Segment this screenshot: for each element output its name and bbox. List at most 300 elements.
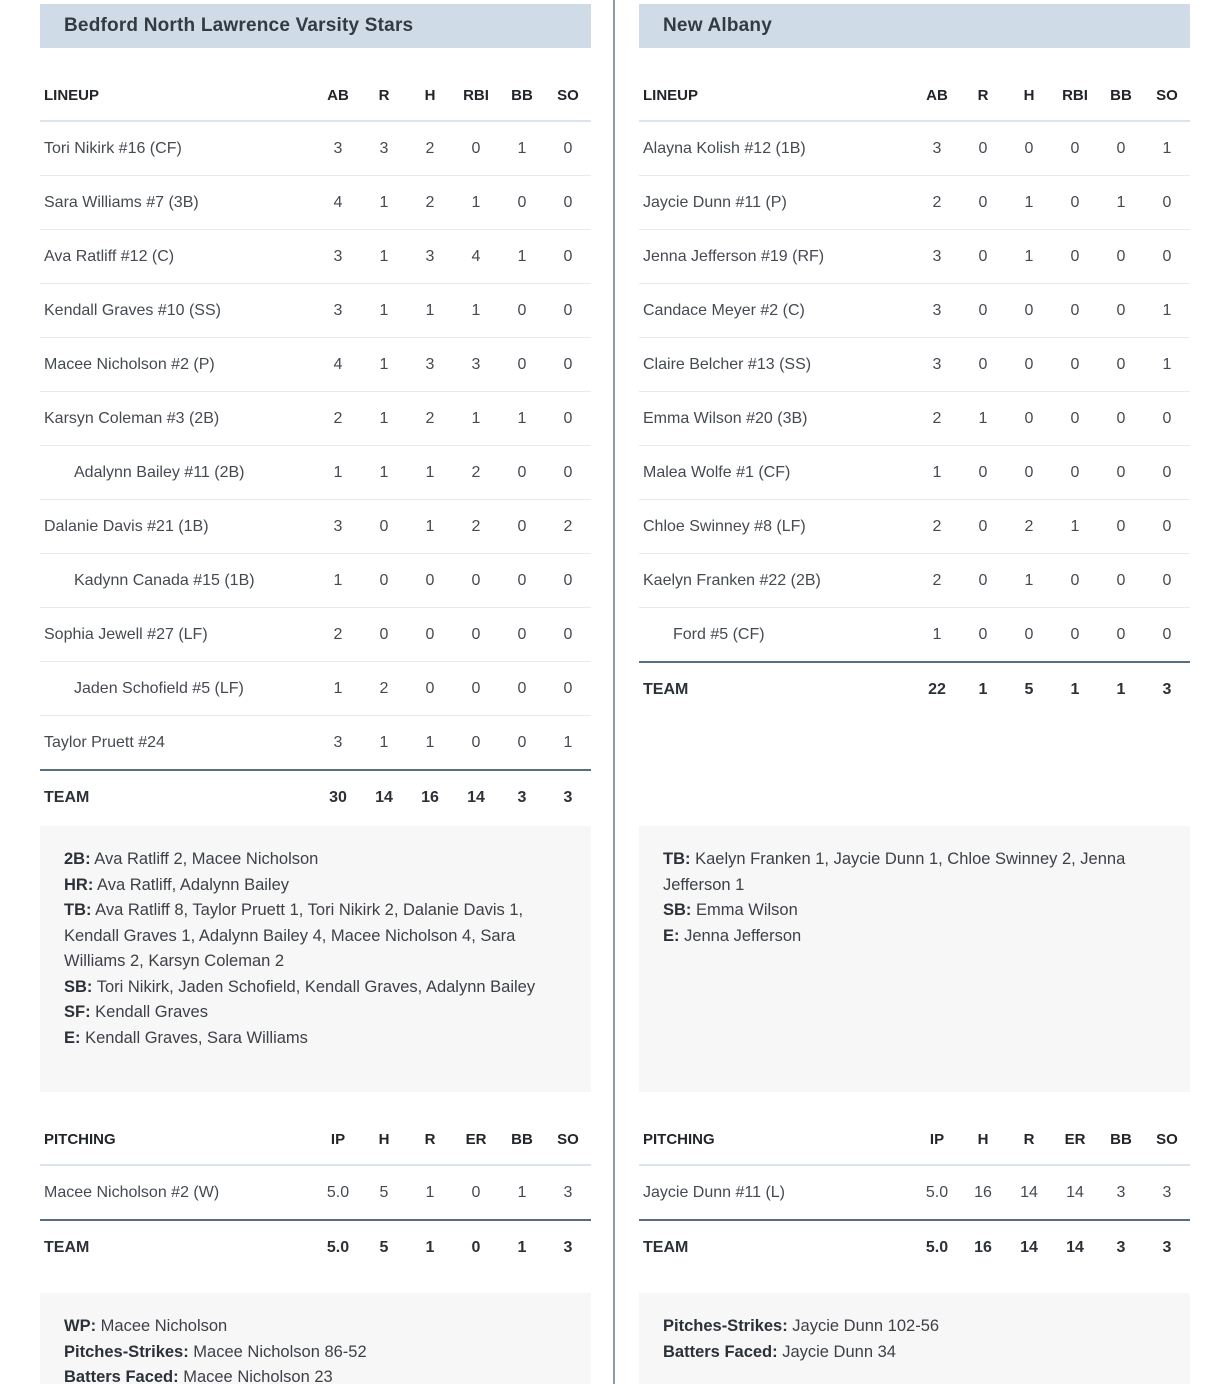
player-name: Ford #5 (CF) — [639, 608, 914, 663]
lineup-row — [40, 554, 591, 608]
column-header: H — [407, 70, 453, 121]
team-total-cell: 0 — [453, 1220, 499, 1275]
player-name: Kaelyn Franken #22 (2B) — [639, 554, 914, 608]
lineup-row — [639, 230, 1190, 284]
note-label: SF: — [64, 1003, 91, 1021]
batting-notes — [40, 826, 591, 1092]
stat-cell: 0 — [1052, 554, 1098, 608]
player-name: Taylor Pruett #24 — [40, 716, 315, 771]
pitching-body — [40, 1165, 591, 1275]
player-name: Malea Wolfe #1 (CF) — [639, 446, 914, 500]
stat-cell: 0 — [453, 121, 499, 176]
stat-cell: 1 — [499, 392, 545, 446]
column-header: R — [1006, 1114, 1052, 1165]
team-total-cell: 22 — [914, 662, 960, 717]
team-total-cell: 16 — [960, 1220, 1006, 1275]
stat-cell: 0 — [960, 121, 1006, 176]
lineup-table — [639, 70, 1190, 717]
team-total-cell: 14 — [1052, 1220, 1098, 1275]
stat-cell: 2 — [407, 392, 453, 446]
stat-cell: 3 — [315, 716, 361, 771]
stat-cell: 14 — [1052, 1165, 1098, 1220]
stat-cell: 5 — [361, 1165, 407, 1220]
lineup-body — [639, 121, 1190, 717]
stat-cell: 1 — [914, 446, 960, 500]
stat-cell: 0 — [1144, 176, 1190, 230]
stat-cell: 1 — [407, 1165, 453, 1220]
column-header: RBI — [453, 70, 499, 121]
stat-cell: 2 — [914, 392, 960, 446]
lineup-row — [639, 284, 1190, 338]
stat-cell: 0 — [1052, 446, 1098, 500]
lineup-row — [40, 446, 591, 500]
team-total-cell: 5 — [361, 1220, 407, 1275]
note-line: SB: Tori Nikirk, Jaden Schofield, Kendall Graves, Adalynn Bailey — [64, 977, 536, 996]
pitching-row — [639, 1165, 1190, 1220]
stat-cell: 2 — [315, 392, 361, 446]
team-total-cell: 30 — [315, 770, 361, 825]
stat-cell: 2 — [914, 176, 960, 230]
team-total-row — [639, 1220, 1190, 1275]
stat-cell: 1 — [499, 121, 545, 176]
stat-cell: 0 — [545, 554, 591, 608]
lineup-row — [40, 176, 591, 230]
lineup-row — [40, 662, 591, 716]
column-header: AB — [315, 70, 361, 121]
stat-cell: 3 — [315, 121, 361, 176]
stat-cell: 0 — [453, 662, 499, 716]
stat-cell: 14 — [1006, 1165, 1052, 1220]
stat-cell: 2 — [914, 554, 960, 608]
stat-cell: 0 — [1098, 554, 1144, 608]
stat-cell: 1 — [361, 446, 407, 500]
team-total-cell: 14 — [361, 770, 407, 825]
lineup-row — [639, 392, 1190, 446]
stat-cell: 0 — [361, 500, 407, 554]
player-name: Kadynn Canada #15 (1B) — [40, 554, 315, 608]
pitching-table — [639, 1114, 1190, 1275]
team-header — [40, 4, 591, 48]
team-total-cell: 1 — [1052, 662, 1098, 717]
note-label: E: — [663, 926, 680, 945]
stat-cell: 3 — [407, 338, 453, 392]
note-line: TB: Kaelyn Franken 1, Jaycie Dunn 1, Chloe Swinney 2, Jenna Jefferson 1 — [663, 850, 1126, 894]
stat-cell: 0 — [1052, 284, 1098, 338]
stat-cell: 4 — [453, 230, 499, 284]
stat-cell: 0 — [1098, 230, 1144, 284]
note-label: E: — [64, 1028, 81, 1047]
stat-cell: 5.0 — [315, 1165, 361, 1220]
stat-cell: 0 — [545, 446, 591, 500]
column-header: R — [361, 70, 407, 121]
lineup-row — [639, 338, 1190, 392]
stat-cell: 0 — [1098, 338, 1144, 392]
stat-cell: 0 — [1098, 500, 1144, 554]
column-header: SO — [1144, 70, 1190, 121]
player-name: Sara Williams #7 (3B) — [40, 176, 315, 230]
stat-cell: 3 — [914, 230, 960, 284]
stat-cell: 3 — [315, 284, 361, 338]
stat-cell: 0 — [545, 284, 591, 338]
lineup-section — [40, 48, 591, 826]
column-header: SO — [1144, 1114, 1190, 1165]
team-total-cell: 1 — [1098, 662, 1144, 717]
team-total-cell: 3 — [1144, 662, 1190, 717]
lineup-row — [40, 284, 591, 338]
stat-cell: 0 — [545, 608, 591, 662]
note-line: Batters Faced: Macee Nicholson 23 — [64, 1368, 333, 1384]
team-header — [639, 4, 1190, 48]
pitcher-name: Jaycie Dunn #11 (L) — [639, 1165, 914, 1220]
stat-cell: 0 — [1006, 338, 1052, 392]
stat-cell: 2 — [407, 121, 453, 176]
column-header: R — [407, 1114, 453, 1165]
stat-cell: 0 — [1098, 446, 1144, 500]
stat-cell: 0 — [453, 1165, 499, 1220]
stat-cell: 3 — [914, 121, 960, 176]
stat-cell: 1 — [407, 716, 453, 771]
pitching-section — [639, 1114, 1190, 1275]
team-total-cell: 5.0 — [914, 1220, 960, 1275]
stat-cell: 0 — [407, 608, 453, 662]
note-label: SB: — [64, 977, 93, 996]
column-header: H — [361, 1114, 407, 1165]
team-total-cell: 3 — [1098, 1220, 1144, 1275]
lineup-row — [639, 446, 1190, 500]
column-header: AB — [914, 70, 960, 121]
column-header: PITCHING — [639, 1114, 914, 1165]
stat-cell: 0 — [960, 500, 1006, 554]
stat-cell: 0 — [960, 284, 1006, 338]
stat-cell: 0 — [1144, 446, 1190, 500]
stat-cell: 1 — [1052, 500, 1098, 554]
lineup-row — [40, 500, 591, 554]
team-section-home — [639, 0, 1190, 1384]
stat-cell: 1 — [361, 230, 407, 284]
note-line: 2B: Ava Ratliff 2, Macee Nicholson — [64, 850, 319, 868]
stat-cell: 0 — [1006, 121, 1052, 176]
stat-cell: 0 — [1052, 176, 1098, 230]
player-name: Adalynn Bailey #11 (2B) — [40, 446, 315, 500]
stat-cell: 1 — [1144, 121, 1190, 176]
column-header: BB — [1098, 1114, 1144, 1165]
stat-cell: 1 — [407, 446, 453, 500]
lineup-row — [639, 554, 1190, 608]
player-name: Jaycie Dunn #11 (P) — [639, 176, 914, 230]
player-name: Dalanie Davis #21 (1B) — [40, 500, 315, 554]
stat-cell: 0 — [499, 176, 545, 230]
column-header: IP — [914, 1114, 960, 1165]
column-header: H — [960, 1114, 1006, 1165]
column-header: LINEUP — [40, 70, 315, 121]
player-name: Jenna Jefferson #19 (RF) — [639, 230, 914, 284]
note-label: Batters Faced: — [663, 1342, 778, 1361]
stat-cell: 3 — [914, 284, 960, 338]
note-line: HR: Ava Ratliff, Adalynn Bailey — [64, 875, 290, 894]
stat-cell: 0 — [1144, 554, 1190, 608]
note-line: E: Jenna Jefferson — [663, 926, 802, 945]
lineup-table — [40, 70, 591, 825]
pitching-notes — [639, 1293, 1190, 1384]
stat-cell: 0 — [960, 338, 1006, 392]
team-total-row — [40, 1220, 591, 1275]
lineup-row — [40, 338, 591, 392]
player-name: Candace Meyer #2 (C) — [639, 284, 914, 338]
column-divider — [613, 0, 615, 1384]
stat-cell: 0 — [499, 284, 545, 338]
stat-cell: 5.0 — [914, 1165, 960, 1220]
note-label: Batters Faced: — [64, 1368, 179, 1384]
team-total-label: TEAM — [639, 662, 914, 717]
stat-cell: 3 — [1098, 1165, 1144, 1220]
stat-cell: 1 — [1098, 176, 1144, 230]
column-header: IP — [315, 1114, 361, 1165]
stat-cell: 0 — [1144, 608, 1190, 663]
stat-cell: 2 — [453, 446, 499, 500]
team-total-cell: 16 — [407, 770, 453, 825]
pitching-head-row — [639, 1114, 1190, 1165]
stat-cell: 1 — [1006, 230, 1052, 284]
stat-cell: 0 — [499, 716, 545, 771]
stat-cell: 1 — [499, 1165, 545, 1220]
player-name: Emma Wilson #20 (3B) — [639, 392, 914, 446]
player-name: Chloe Swinney #8 (LF) — [639, 500, 914, 554]
stat-cell: 1 — [407, 284, 453, 338]
player-name: Ava Ratliff #12 (C) — [40, 230, 315, 284]
stat-cell: 3 — [453, 338, 499, 392]
stat-cell: 0 — [1006, 608, 1052, 663]
column-header: SO — [545, 1114, 591, 1165]
column-header: LINEUP — [639, 70, 914, 121]
team-total-row — [40, 770, 591, 825]
stat-cell: 0 — [1098, 392, 1144, 446]
note-label: SB: — [663, 901, 692, 919]
stat-cell: 0 — [407, 554, 453, 608]
team-name: New Albany — [663, 15, 772, 36]
stat-cell: 2 — [1006, 500, 1052, 554]
note-line: TB: Ava Ratliff 8, Taylor Pruett 1, Tori Nikirk 2, Dalanie Davis 1, Kendall Graves 1, Adalynn Bailey 4, Macee Nicholson 4, Sara Williams 2, Karsyn Coleman 2 — [64, 901, 524, 970]
note-label: HR: — [64, 875, 94, 894]
stat-cell: 0 — [1144, 230, 1190, 284]
note-label: 2B: — [64, 850, 91, 868]
pitching-section — [40, 1114, 591, 1275]
lineup-body — [40, 121, 591, 825]
stat-cell: 1 — [315, 662, 361, 716]
stat-cell: 0 — [960, 554, 1006, 608]
lineup-row — [639, 121, 1190, 176]
stat-cell: 3 — [914, 338, 960, 392]
stat-cell: 0 — [545, 392, 591, 446]
stat-cell: 0 — [1144, 500, 1190, 554]
stat-cell: 1 — [1006, 176, 1052, 230]
note-label: Pitches-Strikes: — [663, 1317, 788, 1335]
stat-cell: 3 — [545, 1165, 591, 1220]
stat-cell: 1 — [361, 716, 407, 771]
stat-cell: 3 — [1144, 1165, 1190, 1220]
note-line: SB: Emma Wilson — [663, 901, 798, 919]
stat-cell: 1 — [453, 176, 499, 230]
column-header: RBI — [1052, 70, 1098, 121]
stat-cell: 1 — [499, 230, 545, 284]
team-total-label: TEAM — [40, 770, 315, 825]
stat-cell: 1 — [1144, 284, 1190, 338]
column-header: R — [960, 70, 1006, 121]
column-header: BB — [1098, 70, 1144, 121]
note-line: Batters Faced: Jaycie Dunn 34 — [663, 1342, 896, 1361]
lineup-row — [639, 500, 1190, 554]
stat-cell: 0 — [960, 608, 1006, 663]
stat-cell: 0 — [453, 608, 499, 662]
stat-cell: 1 — [960, 392, 1006, 446]
pitching-table — [40, 1114, 591, 1275]
column-header: H — [1006, 70, 1052, 121]
stat-cell: 0 — [1006, 392, 1052, 446]
stat-cell: 3 — [315, 230, 361, 284]
note-label: WP: — [64, 1317, 97, 1335]
team-total-cell: 3 — [1144, 1220, 1190, 1275]
team-total-label: TEAM — [40, 1220, 315, 1275]
team-total-row — [639, 662, 1190, 717]
column-header: SO — [545, 70, 591, 121]
stat-cell: 0 — [453, 716, 499, 771]
stat-cell: 0 — [499, 338, 545, 392]
stat-cell: 1 — [361, 392, 407, 446]
column-header: PITCHING — [40, 1114, 315, 1165]
lineup-row — [40, 608, 591, 662]
player-name: Karsyn Coleman #3 (2B) — [40, 392, 315, 446]
lineup-head-row — [639, 70, 1190, 121]
team-total-cell: 1 — [407, 1220, 453, 1275]
stat-cell: 0 — [453, 554, 499, 608]
pitching-row — [40, 1165, 591, 1220]
lineup-section — [639, 48, 1190, 826]
player-name: Macee Nicholson #2 (P) — [40, 338, 315, 392]
team-total-cell: 5 — [1006, 662, 1052, 717]
stat-cell: 2 — [407, 176, 453, 230]
column-header: BB — [499, 70, 545, 121]
stat-cell: 2 — [361, 662, 407, 716]
stat-cell: 1 — [453, 392, 499, 446]
team-total-cell: 14 — [1006, 1220, 1052, 1275]
stat-cell: 0 — [545, 230, 591, 284]
column-header: BB — [499, 1114, 545, 1165]
team-total-cell: 3 — [545, 1220, 591, 1275]
stat-cell: 3 — [407, 230, 453, 284]
note-line: Pitches-Strikes: Jaycie Dunn 102-56 — [663, 1317, 940, 1335]
player-name: Claire Belcher #13 (SS) — [639, 338, 914, 392]
stat-cell: 0 — [1052, 230, 1098, 284]
column-header: ER — [1052, 1114, 1098, 1165]
stat-cell: 0 — [499, 608, 545, 662]
player-name: Sophia Jewell #27 (LF) — [40, 608, 315, 662]
lineup-row — [40, 392, 591, 446]
stat-cell: 2 — [453, 500, 499, 554]
stat-cell: 1 — [545, 716, 591, 771]
pitching-body — [639, 1165, 1190, 1275]
stat-cell: 0 — [1098, 608, 1144, 663]
batting-notes — [639, 826, 1190, 1092]
stat-cell: 0 — [1144, 392, 1190, 446]
team-section-away — [40, 0, 591, 1384]
stat-cell: 0 — [960, 230, 1006, 284]
stat-cell: 0 — [545, 662, 591, 716]
stat-cell: 0 — [545, 121, 591, 176]
note-line: Pitches-Strikes: Macee Nicholson 86-52 — [64, 1342, 367, 1361]
lineup-row — [40, 716, 591, 771]
stat-cell: 1 — [914, 608, 960, 663]
team-total-cell: 3 — [499, 770, 545, 825]
stat-cell: 2 — [914, 500, 960, 554]
team-total-label: TEAM — [639, 1220, 914, 1275]
team-total-cell: 1 — [960, 662, 1006, 717]
team-total-cell: 3 — [545, 770, 591, 825]
stat-cell: 0 — [1098, 121, 1144, 176]
stat-cell: 4 — [315, 338, 361, 392]
player-name: Tori Nikirk #16 (CF) — [40, 121, 315, 176]
stat-cell: 3 — [315, 500, 361, 554]
note-label: TB: — [663, 850, 691, 868]
lineup-row — [639, 176, 1190, 230]
stat-cell: 0 — [407, 662, 453, 716]
player-name: Jaden Schofield #5 (LF) — [40, 662, 315, 716]
stat-cell: 0 — [545, 176, 591, 230]
team-name: Bedford North Lawrence Varsity Stars — [64, 15, 414, 36]
stat-cell: 0 — [499, 446, 545, 500]
team-total-cell: 5.0 — [315, 1220, 361, 1275]
pitcher-name: Macee Nicholson #2 (W) — [40, 1165, 315, 1220]
note-label: Pitches-Strikes: — [64, 1342, 189, 1361]
stat-cell: 1 — [361, 284, 407, 338]
note-label: TB: — [64, 901, 92, 919]
stat-cell: 16 — [960, 1165, 1006, 1220]
stat-cell: 1 — [315, 446, 361, 500]
stat-cell: 0 — [361, 554, 407, 608]
stat-cell: 2 — [315, 608, 361, 662]
column-header: ER — [453, 1114, 499, 1165]
stat-cell: 1 — [361, 176, 407, 230]
stat-cell: 0 — [1098, 284, 1144, 338]
stat-cell: 0 — [1006, 446, 1052, 500]
note-line: WP: Macee Nicholson — [64, 1317, 228, 1335]
stat-cell: 0 — [960, 176, 1006, 230]
lineup-row — [639, 608, 1190, 663]
note-line: SF: Kendall Graves — [64, 1003, 208, 1021]
stat-cell: 0 — [499, 662, 545, 716]
player-name: Alayna Kolish #12 (1B) — [639, 121, 914, 176]
stat-cell: 1 — [1144, 338, 1190, 392]
lineup-row — [40, 121, 591, 176]
player-name: Kendall Graves #10 (SS) — [40, 284, 315, 338]
lineup-head-row — [40, 70, 591, 121]
pitching-head-row — [40, 1114, 591, 1165]
stat-cell: 0 — [499, 554, 545, 608]
stat-cell: 0 — [1052, 338, 1098, 392]
stat-cell: 0 — [499, 500, 545, 554]
stat-cell: 0 — [960, 446, 1006, 500]
stat-cell: 4 — [315, 176, 361, 230]
team-total-cell: 1 — [499, 1220, 545, 1275]
stat-cell: 1 — [453, 284, 499, 338]
stat-cell: 2 — [545, 500, 591, 554]
stat-cell: 1 — [407, 500, 453, 554]
stat-cell: 0 — [1052, 392, 1098, 446]
stat-cell: 0 — [1006, 284, 1052, 338]
stat-cell: 0 — [1052, 608, 1098, 663]
pitching-notes — [40, 1293, 591, 1384]
stat-cell: 1 — [361, 338, 407, 392]
lineup-row — [40, 230, 591, 284]
note-line: E: Kendall Graves, Sara Williams — [64, 1028, 308, 1047]
